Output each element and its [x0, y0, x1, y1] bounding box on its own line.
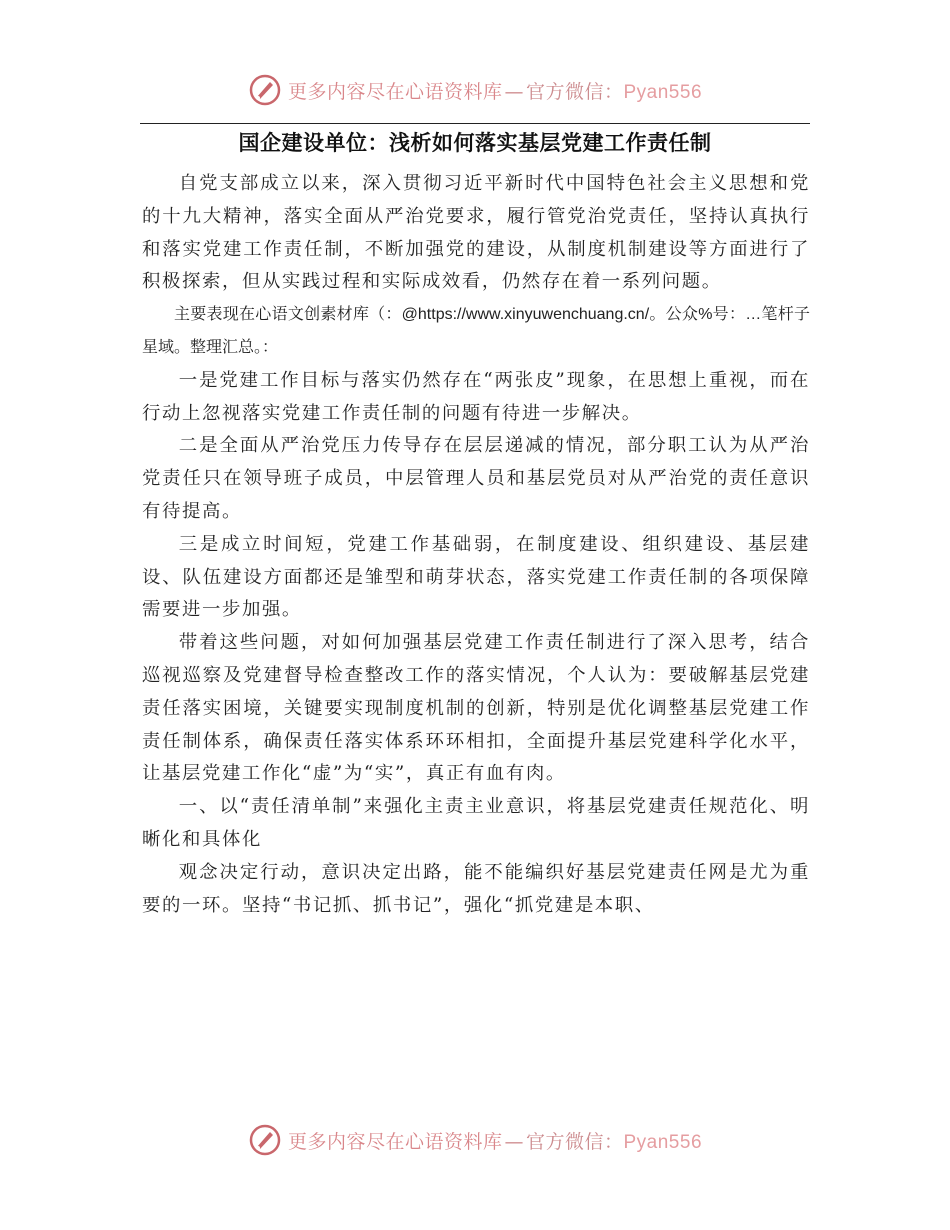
footer-brand: 更多内容尽在心语资料库 [287, 1130, 503, 1153]
pen-nib-circle-icon [248, 73, 282, 107]
header-brand: 更多内容尽在心语资料库 [287, 80, 503, 103]
paragraph: 一是党建工作目标与落实仍然存在“两张皮”现象，在思想上重视，而在行动上忽视落实党建工作责任制的问题有待进一步解决。 [142, 369, 810, 424]
source-note-paragraph: 主要表现在心语文创素材库（：@https://www.xinyuwenchuang.cn/。公众%号：…笔杆子星域。整理汇总。： [142, 306, 810, 356]
paragraph: 二是全面从严治党压力传导存在层层递减的情况，部分职工认为从严治党责任只在领导班子成员，中层管理人员和基层党员对从严治党的责任意识有待提高。 [142, 435, 810, 522]
pen-nib-circle-icon [248, 1123, 282, 1157]
document-title: 国企建设单位：浅析如何落实基层党建工作责任制 [238, 130, 712, 155]
header-wechat-prefix: 官方微信： [525, 80, 624, 103]
footer-banner [0, 1122, 950, 1158]
header-separator: — [504, 80, 524, 103]
footer-wechat-id: Pyan556 [623, 1131, 703, 1153]
footer-text [288, 1127, 702, 1154]
header-text [288, 77, 702, 104]
footer-separator: — [504, 1130, 524, 1153]
header-wechat-id: Pyan556 [623, 81, 703, 103]
paragraph: 观念决定行动，意识决定出路，能不能编织好基层党建责任网是尤为重要的一环。坚持“书记抓、抓书记”，强化“抓党建是本职、 [142, 861, 810, 916]
header-banner [0, 72, 950, 108]
header-rule [140, 123, 810, 124]
footer-wechat-prefix: 官方微信： [525, 1130, 624, 1153]
paragraph: 自党支部成立以来，深入贯彻习近平新时代中国特色社会主义思想和党的十九大精神，落实全面从严治党要求，履行管党治党责任，坚持认真执行和落实党建工作责任制，不断加强党的建设，从制度机制建设等方面进行了积极探索，但从实践过程和实际成效看，仍然存在着一系列问题。 [142, 173, 810, 293]
paragraph: 三是成立时间短，党建工作基础弱，在制度建设、组织建设、基层建设、队伍建设方面都还是雏型和萌芽状态，落实党建工作责任制的各项保障需要进一步加强。 [142, 533, 810, 621]
section-heading: 一、以“责任清单制”来强化主责主业意识，将基层党建责任规范化、明晰化和具体化 [142, 796, 810, 850]
paragraph: 带着这些问题，对如何加强基层党建工作责任制进行了深入思考，结合巡视巡察及党建督导检查整改工作的落实情况，个人认为：要破解基层党建责任落实困境，关键要实现制度机制的创新，特别是优化调整基层党建工作责任制体系，确保责任落实体系环环相扣，全面提升基层党建科学化水平，让基层党建工作化“虚”为“实”，真正有血有肉。 [142, 632, 810, 785]
document-body [142, 168, 810, 922]
